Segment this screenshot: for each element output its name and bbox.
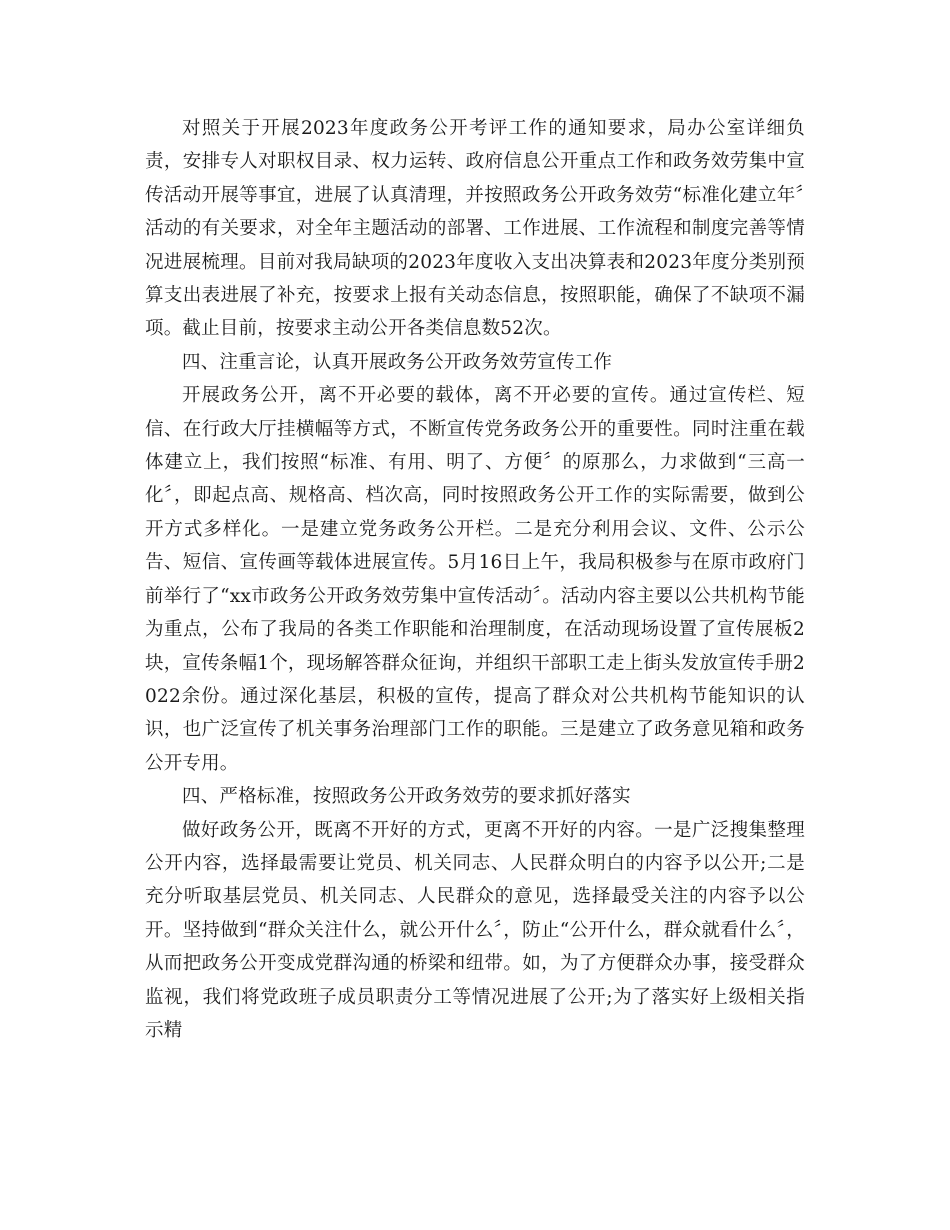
paragraph-3: 做好政务公开，既离不开好的方式，更离不开好的内容。一是广泛搜集整理公开内容，选择最需要让党员、机关同志、人民群众明白的内容予以公开;二是充分听取基层党员、机关同志、人民群众的意见，选择最受关注的内容予以公开。坚持做到“群众关注什么，就公开什么〞，防止“公开什么，群众就看什么〞，从而把政务公开变成党群沟通的桥梁和纽带。如，为了方便群众办事，接受群众监视，我们将党政班子成员职责分工等情况进展了公开;为了落实好上级相关指示精 xyxy=(145,819,805,1041)
paragraph-2: 开展政务公开，离不开必要的载体，离不开必要的宣传。通过宣传栏、短信、在行政大厅挂横幅等方式，不断宣传党务政务公开的重要性。同时注重在载体建立上，我们按照“标准、有用、明了、方便〞的原那么，力求做到“三高一化〞，即起点高、规格高、档次高，同时按照政务公开工作的实际需要，做到公开方式多样化。一是建立党务政务公开栏。二是充分利用会议、文件、公示公告、短信、宣传画等载体进展宣传。5月16日上午，我局积极参与在原市政府门前举行了“xx市政务公开政务效劳集中宣传活动〞。活动内容主要以公共机构节能为重点，公布了我局的各类工作职能和治理制度，在活动现场设置了宣传展板2块，宣传条幅1个，现场解答群众征询，并组织干部职工走上街头发放宣传手册2022余份。通过深化基层，积极的宣传，提高了群众对公共机构节能知识的认识，也广泛宣传了机关事务治理部门工作的职能。三是建立了政务意见箱和政务公开专用。 xyxy=(145,385,805,774)
document-page xyxy=(145,112,805,1047)
paragraph-1: 对照关于开展2023年度政务公开考评工作的通知要求，局办公室详细负责，安排专人对职权目录、权力运转、政府信息公开重点工作和政务效劳集中宣传活动开展等事宜，进展了认真清理，并按照政务公开政务效劳“标准化建立年〞活动的有关要求，对全年主题活动的部署、工作进展、工作流程和制度完善等情况进展梳理。目前对我局缺项的2023年度收入支出决算表和2023年度分类别预算支出表进展了补充，按要求上报有关动态信息，按照职能，确保了不缺项不漏项。截止目前，按要求主动公开各类信息数52次。 xyxy=(145,118,805,340)
section-heading-publicity: 四、注重言论，认真开展政务公开政务效劳宣传工作 xyxy=(182,351,613,373)
section-heading-standards: 四、严格标准，按照政务公开政务效劳的要求抓好落实 xyxy=(182,786,631,808)
